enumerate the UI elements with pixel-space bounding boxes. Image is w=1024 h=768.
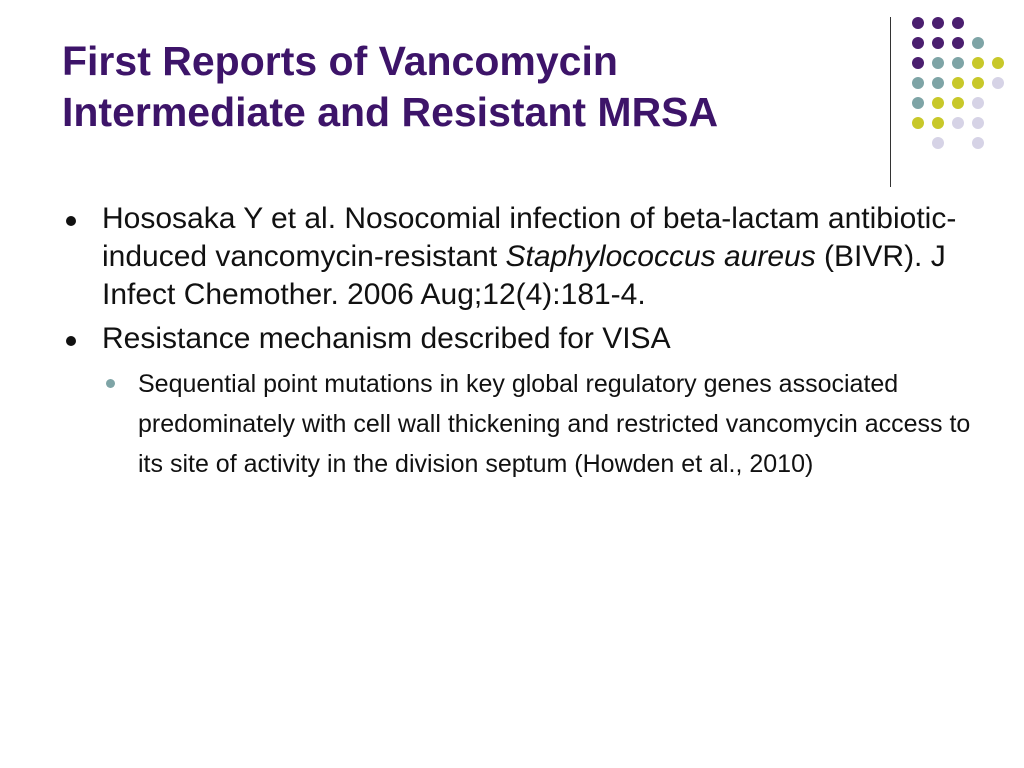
bullet-item — [62, 320, 972, 358]
dot — [912, 97, 924, 109]
slide-title-line-2: Intermediate and Resistant MRSA — [62, 89, 719, 135]
reference-text: Hososaka Y et al. Nosocomial infection of beta-lactam antibiotic-induced vancomycin-resistant — [102, 202, 957, 273]
bullet-dot-icon — [66, 336, 76, 346]
dot — [912, 77, 924, 89]
slide-body — [62, 200, 972, 484]
species-name: Staphylococcus aureus — [505, 240, 816, 273]
bullet-item — [62, 200, 972, 314]
slide-title — [62, 36, 882, 138]
dot — [992, 57, 1004, 69]
decorative-dot-grid — [910, 15, 1020, 165]
dot — [972, 57, 984, 69]
dot — [932, 137, 944, 149]
slide-title-line-1: First Reports of Vancomycin — [62, 38, 618, 84]
dot — [992, 77, 1004, 89]
sub-bullet-dot-icon — [106, 379, 115, 388]
bullet-dot-icon — [66, 216, 76, 226]
dot — [932, 17, 944, 29]
dot — [912, 57, 924, 69]
dot — [912, 17, 924, 29]
dot — [952, 77, 964, 89]
dot — [932, 77, 944, 89]
dot — [972, 117, 984, 129]
dot — [952, 117, 964, 129]
bullet-text — [102, 202, 956, 311]
dot — [972, 77, 984, 89]
dot — [952, 17, 964, 29]
sub-bullet-text: Sequential point mutations in key global regulatory genes associated predominately with cell wall thickening and restricted vancomycin access to its site of activity in the division septum (Howden et al., 2010) — [138, 370, 971, 478]
dot — [932, 97, 944, 109]
dot — [972, 137, 984, 149]
dot — [912, 117, 924, 129]
dot — [932, 37, 944, 49]
dot — [972, 97, 984, 109]
dot — [952, 57, 964, 69]
sub-bullet-item — [62, 364, 972, 484]
title-divider — [890, 17, 891, 187]
dot — [912, 37, 924, 49]
bullet-text: Resistance mechanism described for VISA — [102, 322, 671, 355]
dot — [952, 97, 964, 109]
dot — [932, 117, 944, 129]
dot — [932, 57, 944, 69]
dot — [952, 37, 964, 49]
reference-text-continued: (BIVR). J Infect Chemother. 2006 Aug;12(4):181-4. — [102, 240, 946, 311]
dot — [972, 37, 984, 49]
